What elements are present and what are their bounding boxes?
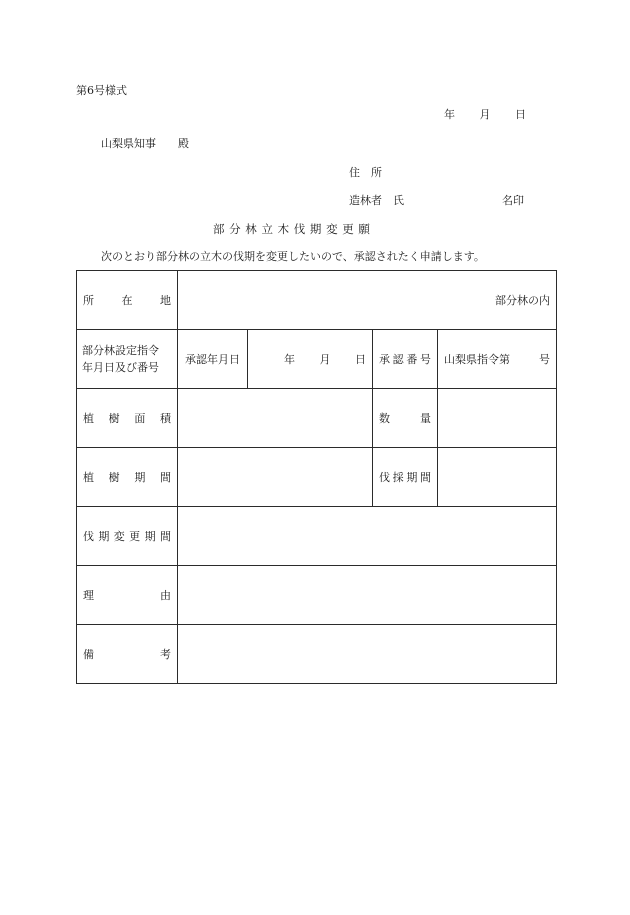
reason-label-char-1: 理	[83, 589, 94, 602]
approval-year-label: 年	[284, 353, 295, 366]
planting-period-label	[83, 469, 171, 485]
remarks-label	[83, 646, 171, 662]
location-label-char-2: 在	[121, 294, 133, 307]
location-label-char-1: 所	[83, 294, 94, 307]
row-designation	[77, 330, 557, 389]
row-location	[77, 271, 557, 330]
addressee: 山梨県知事	[101, 137, 156, 150]
form-number: 第6号様式	[76, 84, 127, 97]
cutting-period-label-char-2: 採	[392, 471, 404, 484]
reason-label-char-2: 由	[160, 589, 171, 602]
planting-area-label-char-4: 積	[159, 412, 171, 425]
row-remarks	[77, 625, 557, 684]
planting-period-label-char-4: 間	[159, 471, 171, 484]
date-day-label: 日	[515, 108, 526, 121]
seal-label: 名印	[502, 194, 524, 207]
row-reason	[77, 566, 557, 625]
remarks-label-char-2: 考	[160, 648, 171, 661]
change-period-value[interactable]	[178, 507, 557, 566]
cutting-period-label	[379, 469, 431, 485]
location-label-char-3: 地	[160, 294, 171, 307]
planting-area-label-cell	[77, 389, 178, 448]
remarks-value[interactable]	[178, 625, 557, 684]
planting-area-label-char-3: 面	[134, 412, 146, 425]
approval-day-label: 日	[355, 353, 366, 366]
designation-label-cell	[77, 330, 178, 389]
planting-period-label-char-1: 植	[83, 471, 94, 484]
approval-number-label-char-2: 認	[392, 353, 404, 366]
intro-text: 次のとおり部分林の立木の伐期を変更したいので、承認されたく申請します。	[101, 250, 485, 263]
approval-date-label: 承認年月日	[178, 330, 248, 389]
date-line	[444, 108, 526, 122]
quantity-label-char-2: 量	[420, 412, 431, 425]
planting-period-label-cell	[77, 448, 178, 507]
quantity-label-cell	[373, 389, 438, 448]
planting-period-label-char-3: 期	[134, 471, 146, 484]
planting-period-label-char-2: 樹	[108, 471, 120, 484]
cutting-period-label-cell	[373, 448, 438, 507]
quantity-value[interactable]	[438, 389, 557, 448]
approval-date-cell[interactable]	[248, 330, 373, 389]
approval-number-label-char-4: 号	[419, 353, 431, 366]
change-period-label	[83, 528, 171, 544]
designation-label-line-1: 部分林設定指令	[82, 344, 159, 357]
quantity-label-char-1: 数	[379, 412, 390, 425]
remarks-label-cell	[77, 625, 178, 684]
change-period-label-char-6: 間	[159, 530, 171, 543]
reason-value[interactable]	[178, 566, 557, 625]
planting-area-value[interactable]	[178, 389, 373, 448]
change-period-label-cell	[77, 507, 178, 566]
change-period-label-char-4: 更	[129, 530, 141, 543]
location-value-cell[interactable]	[178, 271, 557, 330]
date-month-label: 月	[479, 108, 491, 121]
approval-number-label	[379, 351, 431, 367]
remarks-label-char-1: 備	[83, 648, 94, 661]
approval-number-label-char-3: 番	[406, 353, 418, 366]
approval-number-label-char-1: 承	[379, 353, 390, 366]
change-period-label-char-5: 期	[144, 530, 156, 543]
row-planting-period	[77, 448, 557, 507]
approval-month-label: 月	[319, 353, 331, 366]
cutting-period-label-char-1: 伐	[379, 471, 390, 484]
cutting-period-label-char-4: 間	[419, 471, 431, 484]
change-period-label-char-3: 変	[113, 530, 125, 543]
approval-number-label-cell	[373, 330, 438, 389]
addressee-line	[101, 137, 189, 151]
reason-label-cell	[77, 566, 178, 625]
planting-area-label-char-2: 樹	[108, 412, 120, 425]
planting-period-value[interactable]	[178, 448, 373, 507]
date-year-label: 年	[444, 108, 455, 121]
directive-number-cell[interactable]	[438, 330, 557, 389]
location-label	[83, 292, 171, 308]
change-period-label-char-2: 期	[98, 530, 110, 543]
location-suffix: 部分林の内	[495, 294, 550, 307]
designation-label-line-2: 年月日及び番号	[82, 361, 159, 374]
location-label-cell	[77, 271, 178, 330]
honorific: 殿	[178, 137, 189, 150]
row-change-period	[77, 507, 557, 566]
planting-area-label-char-1: 植	[83, 412, 94, 425]
quantity-label	[379, 410, 431, 426]
directive-suffix: 号	[539, 353, 550, 366]
planting-area-label	[83, 410, 171, 426]
application-table	[76, 270, 557, 684]
cutting-period-value[interactable]	[438, 448, 557, 507]
document-title: 部 分 林 立 木 伐 期 変 更 願	[213, 222, 371, 236]
directive-prefix: 山梨県指令第	[444, 353, 510, 366]
reason-label	[83, 587, 171, 603]
applicant-label: 造林者 氏	[349, 194, 404, 207]
address-label: 住 所	[349, 166, 382, 179]
row-planting-area	[77, 389, 557, 448]
change-period-label-char-1: 伐	[83, 530, 94, 543]
cutting-period-label-char-3: 期	[406, 471, 418, 484]
